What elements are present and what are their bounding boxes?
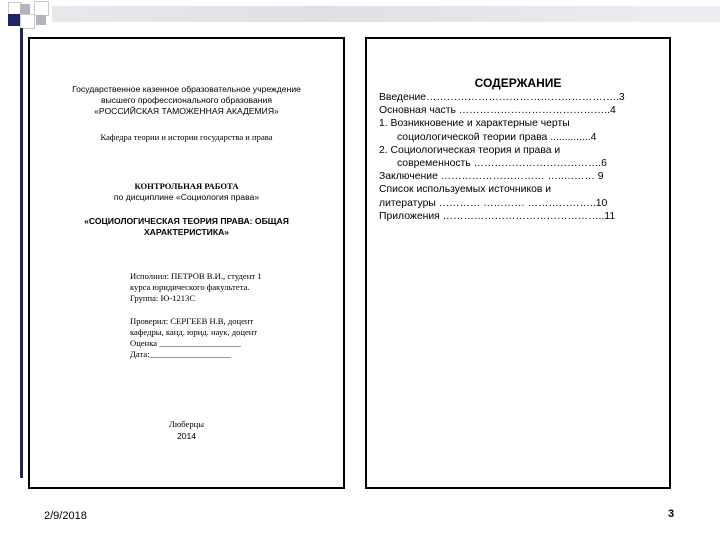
toc-entry: Заключение ………………………… …..……… 9 xyxy=(379,171,604,183)
checker-line: Проверил: СЕРГЕЕВ Н.В, доцент xyxy=(130,316,254,326)
grade-field: Оценка ___________________ xyxy=(130,338,241,348)
toc-entry: Приложения ………………………………………..11 xyxy=(379,210,616,222)
decor-square xyxy=(8,14,20,26)
decor-square xyxy=(36,15,46,25)
toc-entry: современность ……………………………….6 xyxy=(397,158,607,170)
slide-number: 3 xyxy=(668,508,675,520)
date-field: Дата:___________________ xyxy=(130,349,232,359)
topic-line: ХАРАКТЕРИСТИКА» xyxy=(143,227,230,237)
department-line: Кафедра теории и истории государства и права xyxy=(100,132,273,142)
header-band xyxy=(0,0,720,28)
contents-panel xyxy=(365,37,671,489)
institution-line: «РОССИЙСКАЯ ТАМОЖЕННАЯ АКАДЕМИЯ» xyxy=(94,106,279,116)
decor-square xyxy=(34,1,49,16)
header-gradient-bar xyxy=(52,6,720,22)
toc-entry: Список используемых источников и xyxy=(379,184,552,196)
executor-line: Группа: Ю-1213С xyxy=(130,293,196,303)
checker-line: кафедры, канд. юрид. наук, доцент xyxy=(130,327,258,337)
title-page-panel xyxy=(28,37,345,489)
toc-entry: Введение………………………………………………..3 xyxy=(379,92,625,103)
discipline-line: по дисциплине «Социология права» xyxy=(113,192,260,202)
toc-entry: литературы ………… ………… ………………..10 xyxy=(379,197,608,209)
toc-entry: Основная часть ……………………………………..4 xyxy=(379,105,616,117)
left-accent-rule xyxy=(20,28,23,478)
toc-entry: 2. Социологическая теория и права и xyxy=(379,144,561,156)
decor-square xyxy=(20,4,30,14)
work-type: КОНТРОЛЬНАЯ РАБОТА xyxy=(134,181,239,191)
institution-line: высшего профессионального образования xyxy=(101,95,272,105)
institution-line: Государственное казенное образовательное учреждение xyxy=(72,84,301,94)
toc-entry: 1. Возникновение и характерные черты xyxy=(379,118,570,130)
year-line: 2014 xyxy=(176,431,197,441)
toc-entry: социологической теории права ..............4 xyxy=(397,131,597,143)
executor-line: Исполнил: ПЕТРОВ В.И., студент 1 xyxy=(130,271,262,281)
contents-heading: СОДЕРЖАНИЕ xyxy=(474,76,562,90)
decor-square xyxy=(20,14,35,29)
topic-line: «СОЦИОЛОГИЧЕСКАЯ ТЕОРИЯ ПРАВА: ОБЩАЯ xyxy=(84,216,289,226)
contents-list xyxy=(379,91,659,223)
executor-line: курса юридического факультета. xyxy=(130,282,250,292)
footer-date: 2/9/2018 xyxy=(44,510,87,522)
city-line: Люберцы xyxy=(169,419,204,429)
